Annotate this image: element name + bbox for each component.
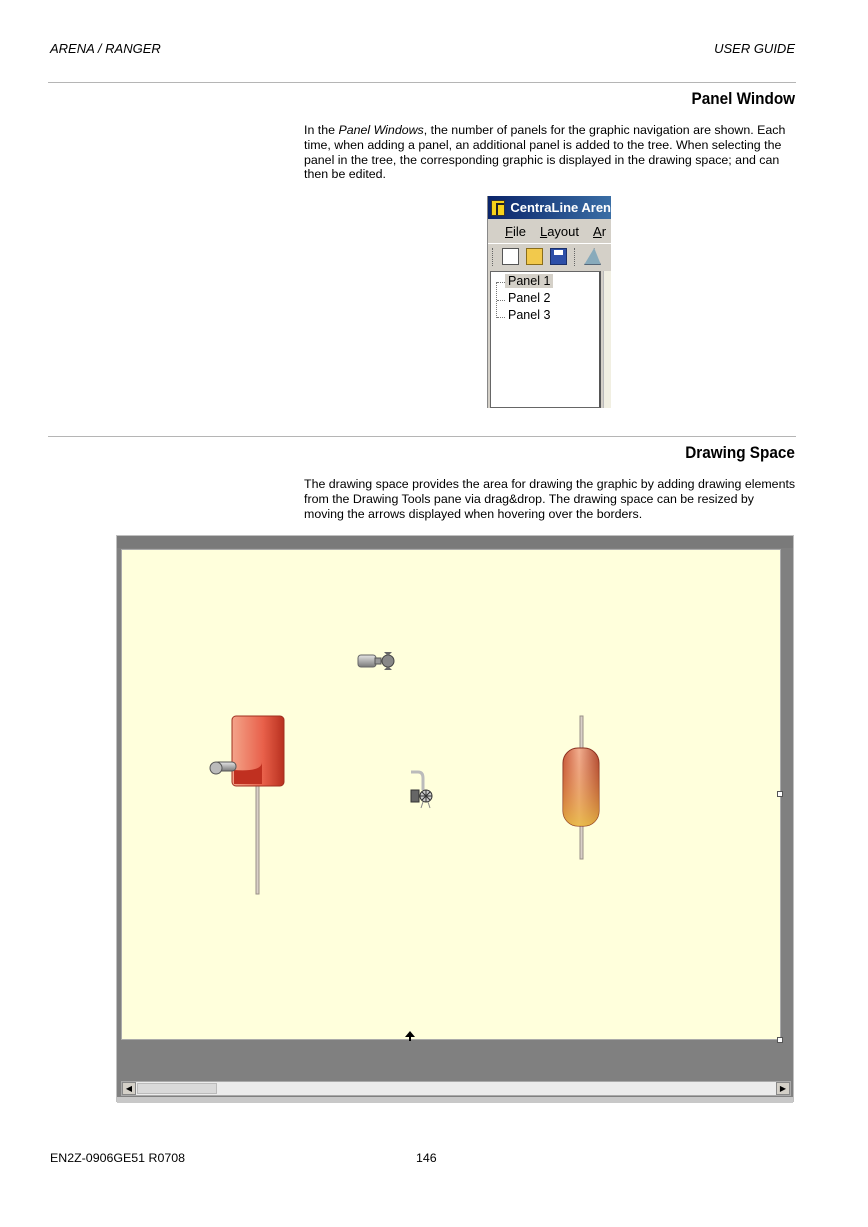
pump-icon[interactable] (411, 772, 432, 808)
header-divider (48, 82, 796, 83)
tree-branch (497, 282, 505, 283)
header-right-title: USER GUIDE (714, 41, 795, 56)
centraline-logo-icon (491, 200, 505, 216)
resize-handle-corner[interactable] (777, 1037, 783, 1043)
panel-windows-emphasis: Panel Windows (338, 123, 424, 137)
tank-vessel-icon[interactable] (563, 716, 599, 859)
scroll-left-arrow-icon[interactable]: ◀ (122, 1082, 136, 1095)
app-title-bar (488, 196, 611, 219)
drawing-space-screenshot (116, 535, 794, 1102)
open-folder-icon[interactable] (526, 248, 543, 265)
header-left-title: ARENA / RANGER (50, 41, 161, 56)
horizontal-scrollbar[interactable] (121, 1081, 791, 1096)
new-file-icon[interactable] (502, 248, 519, 265)
drawing-space-title: Drawing Space (685, 443, 795, 462)
section-divider (48, 436, 796, 437)
menu-ar[interactable]: Ar (593, 223, 607, 239)
scrollbar-thumb[interactable] (137, 1083, 217, 1094)
scroll-right-arrow-icon[interactable]: ▶ (776, 1082, 790, 1095)
menu-layout[interactable]: Layout (539, 223, 580, 239)
drawing-top-bar (117, 536, 793, 548)
drawing-elements (122, 550, 782, 1041)
footer-doc-code: EN2Z-0906GE51 R0708 (50, 1151, 186, 1165)
tree-item-panel-1[interactable]: Panel 1 (505, 274, 553, 288)
toolbar-grip[interactable] (492, 248, 495, 266)
drawing-space-text: The drawing space provides the area for drawing the graphic by adding drawing elements from the Drawing Tools pane via drag&drop. The drawing space can be resized by moving the arrows displayed when hovering over the borders. (304, 477, 796, 521)
tree-item-panel-2[interactable]: Panel 2 (508, 291, 551, 305)
footer-page-number: 146 (416, 1151, 437, 1165)
tree-item-panel-3[interactable]: Panel 3 (508, 308, 551, 322)
drawing-canvas[interactable] (121, 549, 781, 1040)
toolbar-grip-2[interactable] (574, 248, 577, 266)
panel-window-screenshot (487, 196, 611, 408)
tree-scrollbar[interactable] (603, 271, 611, 408)
panel-window-text: In the Panel Windows, the number of panels for the graphic navigation are shown. Each time, when adding a panel, an additional panel is added to the tree. When selecting the panel in the tree, the corresponding graphic is displayed in the drawing space; and can then be edited. (304, 123, 786, 182)
drawing-tool-icon[interactable] (584, 248, 601, 265)
tree-branch (497, 317, 505, 318)
resize-cursor-icon (405, 1031, 415, 1041)
temperature-sensor-icon[interactable] (358, 652, 394, 670)
save-icon[interactable] (550, 248, 567, 265)
drawing-bottom-edge (117, 1097, 793, 1103)
app-title-text: CentraLine Aren (510, 200, 611, 215)
tree-branch (497, 300, 505, 301)
red-air-handler-icon[interactable] (210, 716, 284, 894)
app-menu-bar (488, 219, 611, 243)
panel-window-title: Panel Window (691, 89, 795, 108)
app-toolbar (488, 243, 611, 269)
menu-file[interactable]: File (505, 223, 526, 239)
resize-handle-right[interactable] (777, 791, 783, 797)
panel-tree (490, 271, 601, 408)
